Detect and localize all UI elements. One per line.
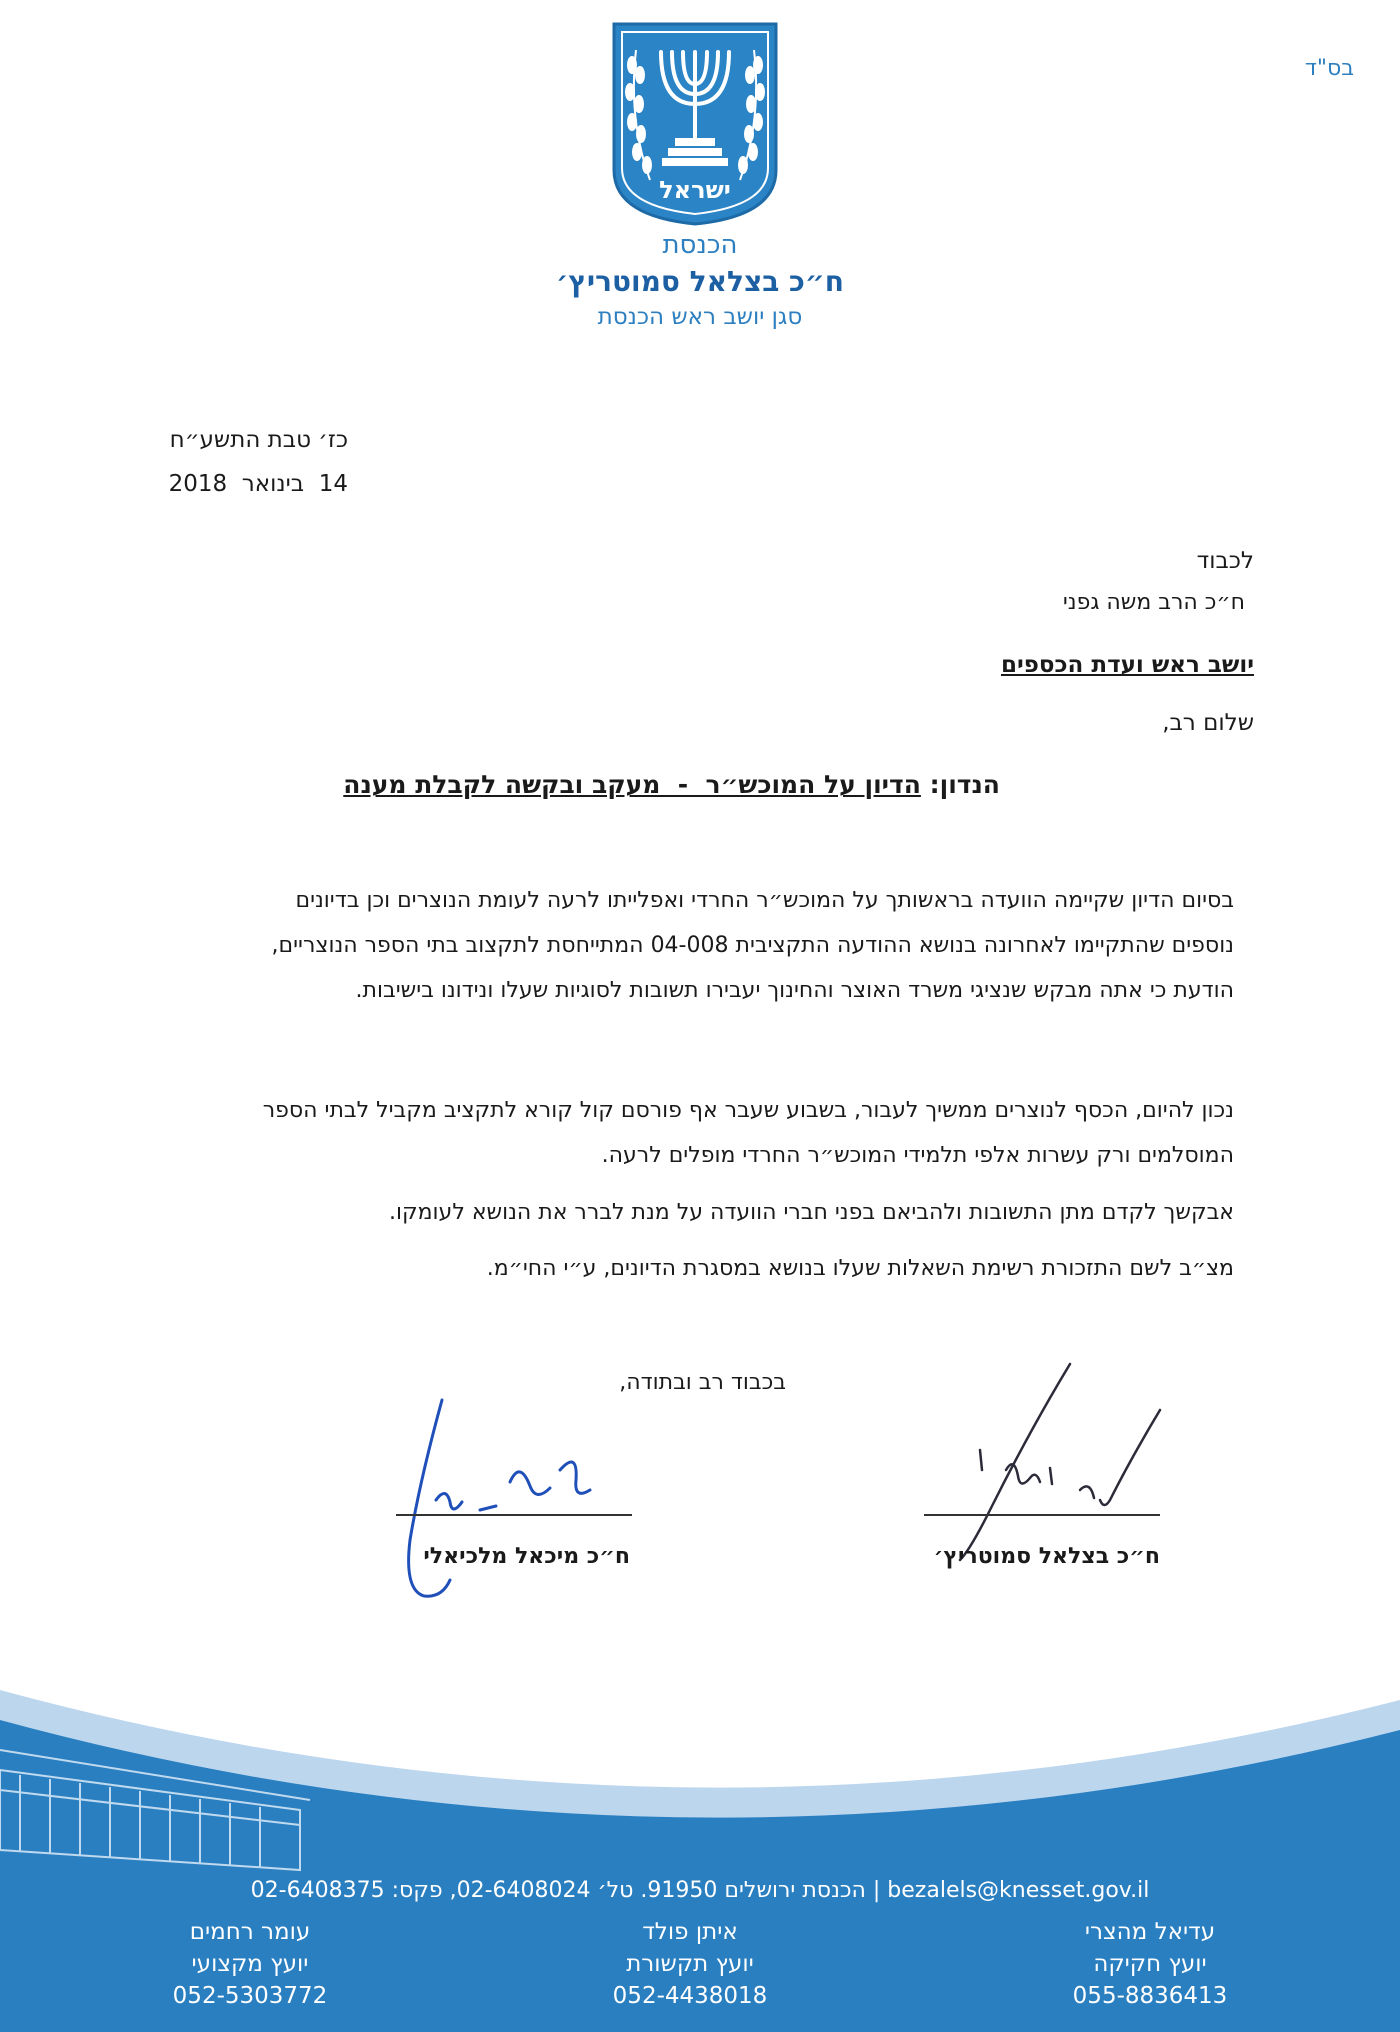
paragraph-line: נכון להיום, הכסף לנוצרים ממשיך לעבור, בשבוע שעבר אף פורסם קול קורא לתקציב מקביל לבתי הספר <box>262 1098 1234 1123</box>
greeting: שלום רב, <box>1162 710 1254 736</box>
paragraph-line: המוסלמים ורק עשרות אלפי תלמידי המוכש״ר החרדי מופלים לרעה. <box>601 1143 1234 1168</box>
signer-name-smotrich: ח״כ בצלאל סמוטריץ׳ <box>933 1544 1160 1569</box>
paragraph-1 <box>134 878 1234 1013</box>
date-hebrew: כז׳ טבת התשע״ח <box>169 427 348 453</box>
staff-name: עומר רחמים <box>189 1919 311 1945</box>
closing: בכבוד רב ובתודה, <box>619 1370 786 1395</box>
staff-role: יועץ חקיקה <box>1093 1951 1207 1977</box>
paragraph-line: הודעת כי אתה מבקש שנציגי משרד האוצר והחינוך יעבירו תשובות לסוגיות שעלו ונידונו בישיבות. <box>355 978 1234 1003</box>
signature-malchieli-icon <box>380 1390 640 1620</box>
recipient-name: ח״כ הרב משה גפני <box>1062 590 1245 615</box>
subject-label: הנדון: <box>929 770 1000 799</box>
staff-phone: 052-5303772 <box>172 1983 328 2009</box>
staff-name: איתן פולד <box>642 1919 738 1945</box>
subject-line <box>343 770 1000 799</box>
top-right-label: בס"ד <box>1304 56 1354 81</box>
paragraph-4: מצ״ב לשם התזכורת רשימת השאלות שעלו בנושא במסגרת הדיונים, ע״י החי״מ. <box>486 1256 1234 1281</box>
signature-line-left <box>396 1514 632 1516</box>
staff-role: יועץ מקצועי <box>191 1951 309 1977</box>
emblem-text: ישראל <box>659 176 731 204</box>
signature-line-right <box>924 1514 1160 1516</box>
mk-name: ח״כ בצלאל סמוטריץ׳ <box>555 265 845 298</box>
paragraph-line: נוספים שהתקיימו לאחרונה בנושא ההודעה התקציבית 04-008 המתייחסת לתקצוב בתי הספר הנוצריים, <box>271 933 1234 958</box>
paragraph-2 <box>134 1088 1234 1178</box>
staff-phone: 052-4438018 <box>612 1983 768 2009</box>
paragraph-line: בסיום הדיון שקיימה הוועדה בראשותך על המוכש״ר החרדי ואפלייתו לרעה לעומת הנוצרים וכן בדיונים <box>295 888 1234 913</box>
institution-name: הכנסת <box>662 230 738 260</box>
signature-smotrich-icon <box>910 1360 1170 1570</box>
recipient-honorific: לכבוד <box>1196 548 1254 574</box>
recipient-role: יושב ראש ועדת הכספים <box>1000 652 1254 678</box>
paragraph-3: אבקשך לקדם מתן התשובות ולהביאם בפני חברי הוועדה על מנת לברר את הנושא לעומקו. <box>389 1200 1234 1225</box>
staff-member <box>1000 1916 1300 2012</box>
staff-member <box>100 1916 400 2012</box>
state-emblem-icon <box>610 20 780 226</box>
mk-title: סגן יושב ראש הכנסת <box>597 304 803 330</box>
subject-text: הדיון על המוכש״ר - מעקב ובקשה לקבלת מענה <box>343 770 921 799</box>
staff-role: יועץ תקשורת <box>626 1951 754 1977</box>
staff-member <box>540 1916 840 2012</box>
staff-phone: 055-8836413 <box>1072 1983 1228 2009</box>
signer-name-malchieli: ח״כ מיכאל מלכיאלי <box>423 1544 630 1569</box>
date-gregorian: 14 בינואר 2018 <box>168 471 348 497</box>
staff-name: עדיאל מהצרי <box>1084 1919 1216 1945</box>
footer-contact: הכנסת ירושלים 91950. טל׳ 02-6408024, פקס: 02-6408375 | bezalels@knesset.gov.il <box>250 1878 1150 1903</box>
